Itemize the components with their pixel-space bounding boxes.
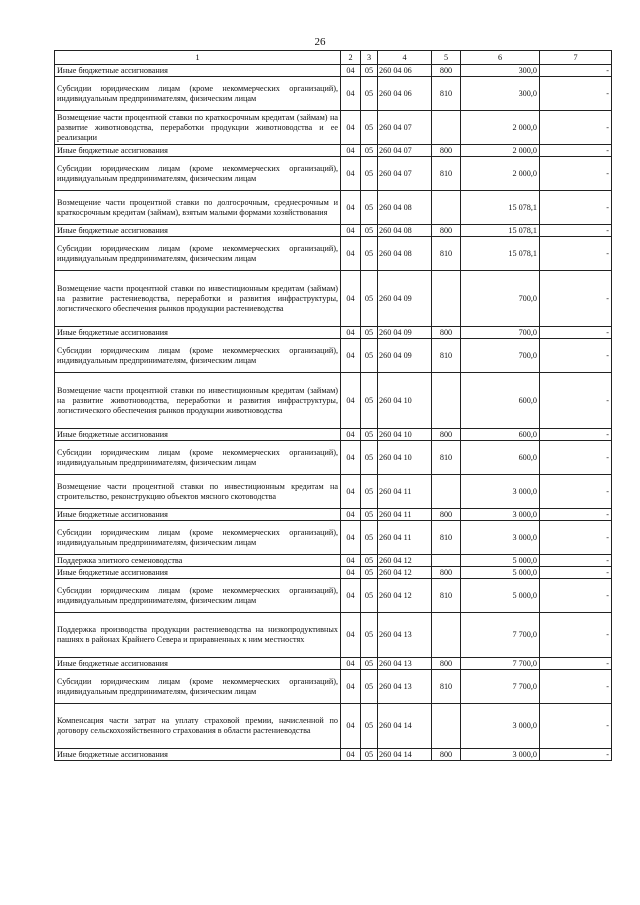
row-name-cell: Субсидии юридическим лицам (кроме некоммерческих организаций), индивидуальным предпринимателям, физическим лицам xyxy=(55,441,341,475)
row-col7-cell: - xyxy=(540,111,612,145)
row-section-cell: 04 xyxy=(341,225,361,237)
header-cell: 7 xyxy=(540,51,612,65)
table-row xyxy=(55,658,612,670)
row-name-cell: Возмещение части процентной ставки по инвестиционным кредитам (займам) на развитие животноводства, переработки и развития инфраструктуры, логистического обеспечения рынков продукции животноводства xyxy=(55,373,341,429)
row-expense-type-cell: 810 xyxy=(432,579,461,613)
row-expense-type-cell: 800 xyxy=(432,327,461,339)
row-amount-cell: 700,0 xyxy=(461,271,540,327)
table-row xyxy=(55,429,612,441)
row-target-article-cell: 260 04 11 xyxy=(378,475,432,509)
row-section-cell: 04 xyxy=(341,441,361,475)
row-name-cell: Иные бюджетные ассигнования xyxy=(55,327,341,339)
row-section-cell: 04 xyxy=(341,613,361,658)
row-section-cell: 04 xyxy=(341,749,361,761)
row-name-cell: Субсидии юридическим лицам (кроме некоммерческих организаций), индивидуальным предпринимателям, физическим лицам xyxy=(55,339,341,373)
row-subsection-cell: 05 xyxy=(361,65,378,77)
row-col7-cell: - xyxy=(540,670,612,704)
row-expense-type-cell xyxy=(432,704,461,749)
table-row xyxy=(55,509,612,521)
row-target-article-cell: 260 04 08 xyxy=(378,191,432,225)
row-subsection-cell: 05 xyxy=(361,145,378,157)
row-subsection-cell: 05 xyxy=(361,613,378,658)
row-target-article-cell: 260 04 08 xyxy=(378,225,432,237)
row-target-article-cell: 260 04 12 xyxy=(378,555,432,567)
row-target-article-cell: 260 04 13 xyxy=(378,670,432,704)
row-section-cell: 04 xyxy=(341,327,361,339)
row-name-cell: Иные бюджетные ассигнования xyxy=(55,749,341,761)
row-section-cell: 04 xyxy=(341,429,361,441)
row-name-cell: Иные бюджетные ассигнования xyxy=(55,509,341,521)
row-col7-cell: - xyxy=(540,327,612,339)
row-amount-cell: 15 078,1 xyxy=(461,225,540,237)
row-subsection-cell: 05 xyxy=(361,704,378,749)
row-section-cell: 04 xyxy=(341,65,361,77)
row-name-cell: Возмещение части процентной ставки по долгосрочным, среднесрочным и краткосрочным кредитам (займам), взятым малыми формами хозяйствования xyxy=(55,191,341,225)
row-amount-cell: 3 000,0 xyxy=(461,749,540,761)
row-subsection-cell: 05 xyxy=(361,521,378,555)
row-amount-cell: 600,0 xyxy=(461,373,540,429)
row-subsection-cell: 05 xyxy=(361,339,378,373)
table-row xyxy=(55,111,612,145)
row-section-cell: 04 xyxy=(341,77,361,111)
row-col7-cell: - xyxy=(540,225,612,237)
table-row xyxy=(55,225,612,237)
row-amount-cell: 3 000,0 xyxy=(461,704,540,749)
row-col7-cell: - xyxy=(540,509,612,521)
table-header xyxy=(55,51,612,65)
row-amount-cell: 700,0 xyxy=(461,327,540,339)
header-cell: 1 xyxy=(55,51,341,65)
row-name-cell: Компенсация части затрат на уплату страховой премии, начисленной по договору сельскохозяйственного страхования в области растениеводства xyxy=(55,704,341,749)
row-expense-type-cell xyxy=(432,191,461,225)
row-col7-cell: - xyxy=(540,475,612,509)
header-cell: 2 xyxy=(341,51,361,65)
table-row xyxy=(55,613,612,658)
row-col7-cell: - xyxy=(540,521,612,555)
row-expense-type-cell: 800 xyxy=(432,567,461,579)
table-row xyxy=(55,704,612,749)
row-col7-cell: - xyxy=(540,373,612,429)
row-name-cell: Иные бюджетные ассигнования xyxy=(55,658,341,670)
row-col7-cell: - xyxy=(540,237,612,271)
row-expense-type-cell: 800 xyxy=(432,65,461,77)
row-target-article-cell: 260 04 09 xyxy=(378,339,432,373)
row-subsection-cell: 05 xyxy=(361,191,378,225)
row-col7-cell: - xyxy=(540,429,612,441)
row-target-article-cell: 260 04 09 xyxy=(378,327,432,339)
table-row xyxy=(55,65,612,77)
row-subsection-cell: 05 xyxy=(361,509,378,521)
row-expense-type-cell: 800 xyxy=(432,749,461,761)
row-amount-cell: 7 700,0 xyxy=(461,658,540,670)
row-col7-cell: - xyxy=(540,555,612,567)
row-expense-type-cell: 810 xyxy=(432,441,461,475)
row-col7-cell: - xyxy=(540,658,612,670)
header-cell: 6 xyxy=(461,51,540,65)
row-subsection-cell: 05 xyxy=(361,237,378,271)
table-row xyxy=(55,475,612,509)
table-row xyxy=(55,579,612,613)
row-subsection-cell: 05 xyxy=(361,77,378,111)
row-section-cell: 04 xyxy=(341,509,361,521)
row-amount-cell: 2 000,0 xyxy=(461,157,540,191)
row-name-cell: Субсидии юридическим лицам (кроме некоммерческих организаций), индивидуальным предпринимателям, физическим лицам xyxy=(55,157,341,191)
row-target-article-cell: 260 04 11 xyxy=(378,521,432,555)
table-row xyxy=(55,749,612,761)
row-expense-type-cell: 810 xyxy=(432,77,461,111)
row-amount-cell: 3 000,0 xyxy=(461,475,540,509)
table-row xyxy=(55,670,612,704)
row-amount-cell: 600,0 xyxy=(461,441,540,475)
row-name-cell: Возмещение части процентной ставки по краткосрочным кредитам (займам) на развитие животноводства, переработки продукции животноводства и ее реализации xyxy=(55,111,341,145)
row-target-article-cell: 260 04 10 xyxy=(378,429,432,441)
row-expense-type-cell xyxy=(432,271,461,327)
row-section-cell: 04 xyxy=(341,555,361,567)
row-section-cell: 04 xyxy=(341,373,361,429)
row-name-cell: Субсидии юридическим лицам (кроме некоммерческих организаций), индивидуальным предпринимателям, физическим лицам xyxy=(55,670,341,704)
table-row xyxy=(55,373,612,429)
row-subsection-cell: 05 xyxy=(361,658,378,670)
header-cell: 3 xyxy=(361,51,378,65)
row-expense-type-cell: 800 xyxy=(432,509,461,521)
row-target-article-cell: 260 04 10 xyxy=(378,441,432,475)
row-target-article-cell: 260 04 06 xyxy=(378,65,432,77)
row-amount-cell: 15 078,1 xyxy=(461,237,540,271)
row-amount-cell: 5 000,0 xyxy=(461,579,540,613)
row-amount-cell: 700,0 xyxy=(461,339,540,373)
row-expense-type-cell xyxy=(432,613,461,658)
row-expense-type-cell: 810 xyxy=(432,521,461,555)
row-amount-cell: 7 700,0 xyxy=(461,670,540,704)
row-amount-cell: 300,0 xyxy=(461,77,540,111)
row-subsection-cell: 05 xyxy=(361,441,378,475)
row-section-cell: 04 xyxy=(341,579,361,613)
table-row xyxy=(55,441,612,475)
row-target-article-cell: 260 04 07 xyxy=(378,111,432,145)
header-cell: 5 xyxy=(432,51,461,65)
table-row xyxy=(55,237,612,271)
row-target-article-cell: 260 04 09 xyxy=(378,271,432,327)
row-subsection-cell: 05 xyxy=(361,271,378,327)
row-name-cell: Иные бюджетные ассигнования xyxy=(55,567,341,579)
row-subsection-cell: 05 xyxy=(361,475,378,509)
row-target-article-cell: 260 04 07 xyxy=(378,157,432,191)
row-section-cell: 04 xyxy=(341,237,361,271)
row-subsection-cell: 05 xyxy=(361,579,378,613)
row-subsection-cell: 05 xyxy=(361,429,378,441)
row-amount-cell: 300,0 xyxy=(461,65,540,77)
row-subsection-cell: 05 xyxy=(361,157,378,191)
row-subsection-cell: 05 xyxy=(361,555,378,567)
row-subsection-cell: 05 xyxy=(361,111,378,145)
row-amount-cell: 600,0 xyxy=(461,429,540,441)
row-target-article-cell: 260 04 13 xyxy=(378,658,432,670)
row-amount-cell: 5 000,0 xyxy=(461,555,540,567)
row-expense-type-cell: 810 xyxy=(432,339,461,373)
table-row xyxy=(55,555,612,567)
table-row xyxy=(55,327,612,339)
table-body xyxy=(55,65,612,761)
row-expense-type-cell: 810 xyxy=(432,157,461,191)
table-row xyxy=(55,77,612,111)
row-section-cell: 04 xyxy=(341,475,361,509)
row-col7-cell: - xyxy=(540,339,612,373)
table-row xyxy=(55,191,612,225)
row-name-cell: Иные бюджетные ассигнования xyxy=(55,429,341,441)
row-col7-cell: - xyxy=(540,579,612,613)
table-row xyxy=(55,567,612,579)
row-expense-type-cell xyxy=(432,555,461,567)
row-amount-cell: 15 078,1 xyxy=(461,191,540,225)
table-row xyxy=(55,521,612,555)
row-amount-cell: 3 000,0 xyxy=(461,521,540,555)
row-expense-type-cell: 800 xyxy=(432,658,461,670)
row-subsection-cell: 05 xyxy=(361,225,378,237)
row-target-article-cell: 260 04 08 xyxy=(378,237,432,271)
table-row xyxy=(55,271,612,327)
row-expense-type-cell: 800 xyxy=(432,145,461,157)
row-target-article-cell: 260 04 12 xyxy=(378,579,432,613)
row-col7-cell: - xyxy=(540,749,612,761)
row-amount-cell: 2 000,0 xyxy=(461,145,540,157)
row-name-cell: Иные бюджетные ассигнования xyxy=(55,145,341,157)
row-name-cell: Иные бюджетные ассигнования xyxy=(55,65,341,77)
row-section-cell: 04 xyxy=(341,339,361,373)
row-target-article-cell: 260 04 10 xyxy=(378,373,432,429)
table-row xyxy=(55,145,612,157)
row-name-cell: Субсидии юридическим лицам (кроме некоммерческих организаций), индивидуальным предпринимателям, физическим лицам xyxy=(55,237,341,271)
row-section-cell: 04 xyxy=(341,658,361,670)
row-section-cell: 04 xyxy=(341,157,361,191)
row-col7-cell: - xyxy=(540,65,612,77)
row-section-cell: 04 xyxy=(341,670,361,704)
row-subsection-cell: 05 xyxy=(361,373,378,429)
row-amount-cell: 7 700,0 xyxy=(461,613,540,658)
table-row xyxy=(55,157,612,191)
row-target-article-cell: 260 04 11 xyxy=(378,509,432,521)
row-expense-type-cell: 810 xyxy=(432,237,461,271)
row-section-cell: 04 xyxy=(341,271,361,327)
row-name-cell: Иные бюджетные ассигнования xyxy=(55,225,341,237)
row-col7-cell: - xyxy=(540,567,612,579)
row-section-cell: 04 xyxy=(341,191,361,225)
row-section-cell: 04 xyxy=(341,111,361,145)
row-section-cell: 04 xyxy=(341,704,361,749)
row-section-cell: 04 xyxy=(341,145,361,157)
page-number: 26 xyxy=(314,36,326,48)
row-expense-type-cell: 810 xyxy=(432,670,461,704)
row-name-cell: Субсидии юридическим лицам (кроме некоммерческих организаций), индивидуальным предпринимателям, физическим лицам xyxy=(55,579,341,613)
budget-table xyxy=(54,50,612,761)
row-name-cell: Субсидии юридическим лицам (кроме некоммерческих организаций), индивидуальным предпринимателям, физическим лицам xyxy=(55,77,341,111)
row-name-cell: Поддержка производства продукции растениеводства на низкопродуктивных пашнях в районах Крайнего Севера и приравненных к ним местностях xyxy=(55,613,341,658)
row-amount-cell: 2 000,0 xyxy=(461,111,540,145)
row-target-article-cell: 260 04 14 xyxy=(378,704,432,749)
row-target-article-cell: 260 04 12 xyxy=(378,567,432,579)
row-col7-cell: - xyxy=(540,441,612,475)
row-col7-cell: - xyxy=(540,704,612,749)
row-subsection-cell: 05 xyxy=(361,670,378,704)
row-expense-type-cell xyxy=(432,475,461,509)
row-col7-cell: - xyxy=(540,77,612,111)
row-col7-cell: - xyxy=(540,613,612,658)
row-target-article-cell: 260 04 07 xyxy=(378,145,432,157)
row-amount-cell: 3 000,0 xyxy=(461,509,540,521)
table-row xyxy=(55,339,612,373)
row-target-article-cell: 260 04 13 xyxy=(378,613,432,658)
row-subsection-cell: 05 xyxy=(361,327,378,339)
row-expense-type-cell: 800 xyxy=(432,429,461,441)
header-cell: 4 xyxy=(378,51,432,65)
row-amount-cell: 5 000,0 xyxy=(461,567,540,579)
row-col7-cell: - xyxy=(540,191,612,225)
row-section-cell: 04 xyxy=(341,521,361,555)
row-expense-type-cell: 800 xyxy=(432,225,461,237)
row-col7-cell: - xyxy=(540,271,612,327)
row-target-article-cell: 260 04 06 xyxy=(378,77,432,111)
row-name-cell: Возмещение части процентной ставки по инвестиционным кредитам (займам) на развитие растениеводства, переработки и развития инфраструктуры, логистического обеспечения рынков продукции растениеводства xyxy=(55,271,341,327)
row-target-article-cell: 260 04 14 xyxy=(378,749,432,761)
row-name-cell: Поддержка элитного семеноводства xyxy=(55,555,341,567)
row-name-cell: Возмещение части процентной ставки по инвестиционным кредитам на строительство, реконструкцию объектов мясного скотоводства xyxy=(55,475,341,509)
row-expense-type-cell xyxy=(432,111,461,145)
row-subsection-cell: 05 xyxy=(361,567,378,579)
row-section-cell: 04 xyxy=(341,567,361,579)
row-name-cell: Субсидии юридическим лицам (кроме некоммерческих организаций), индивидуальным предпринимателям, физическим лицам xyxy=(55,521,341,555)
row-subsection-cell: 05 xyxy=(361,749,378,761)
row-expense-type-cell xyxy=(432,373,461,429)
row-col7-cell: - xyxy=(540,157,612,191)
row-col7-cell: - xyxy=(540,145,612,157)
